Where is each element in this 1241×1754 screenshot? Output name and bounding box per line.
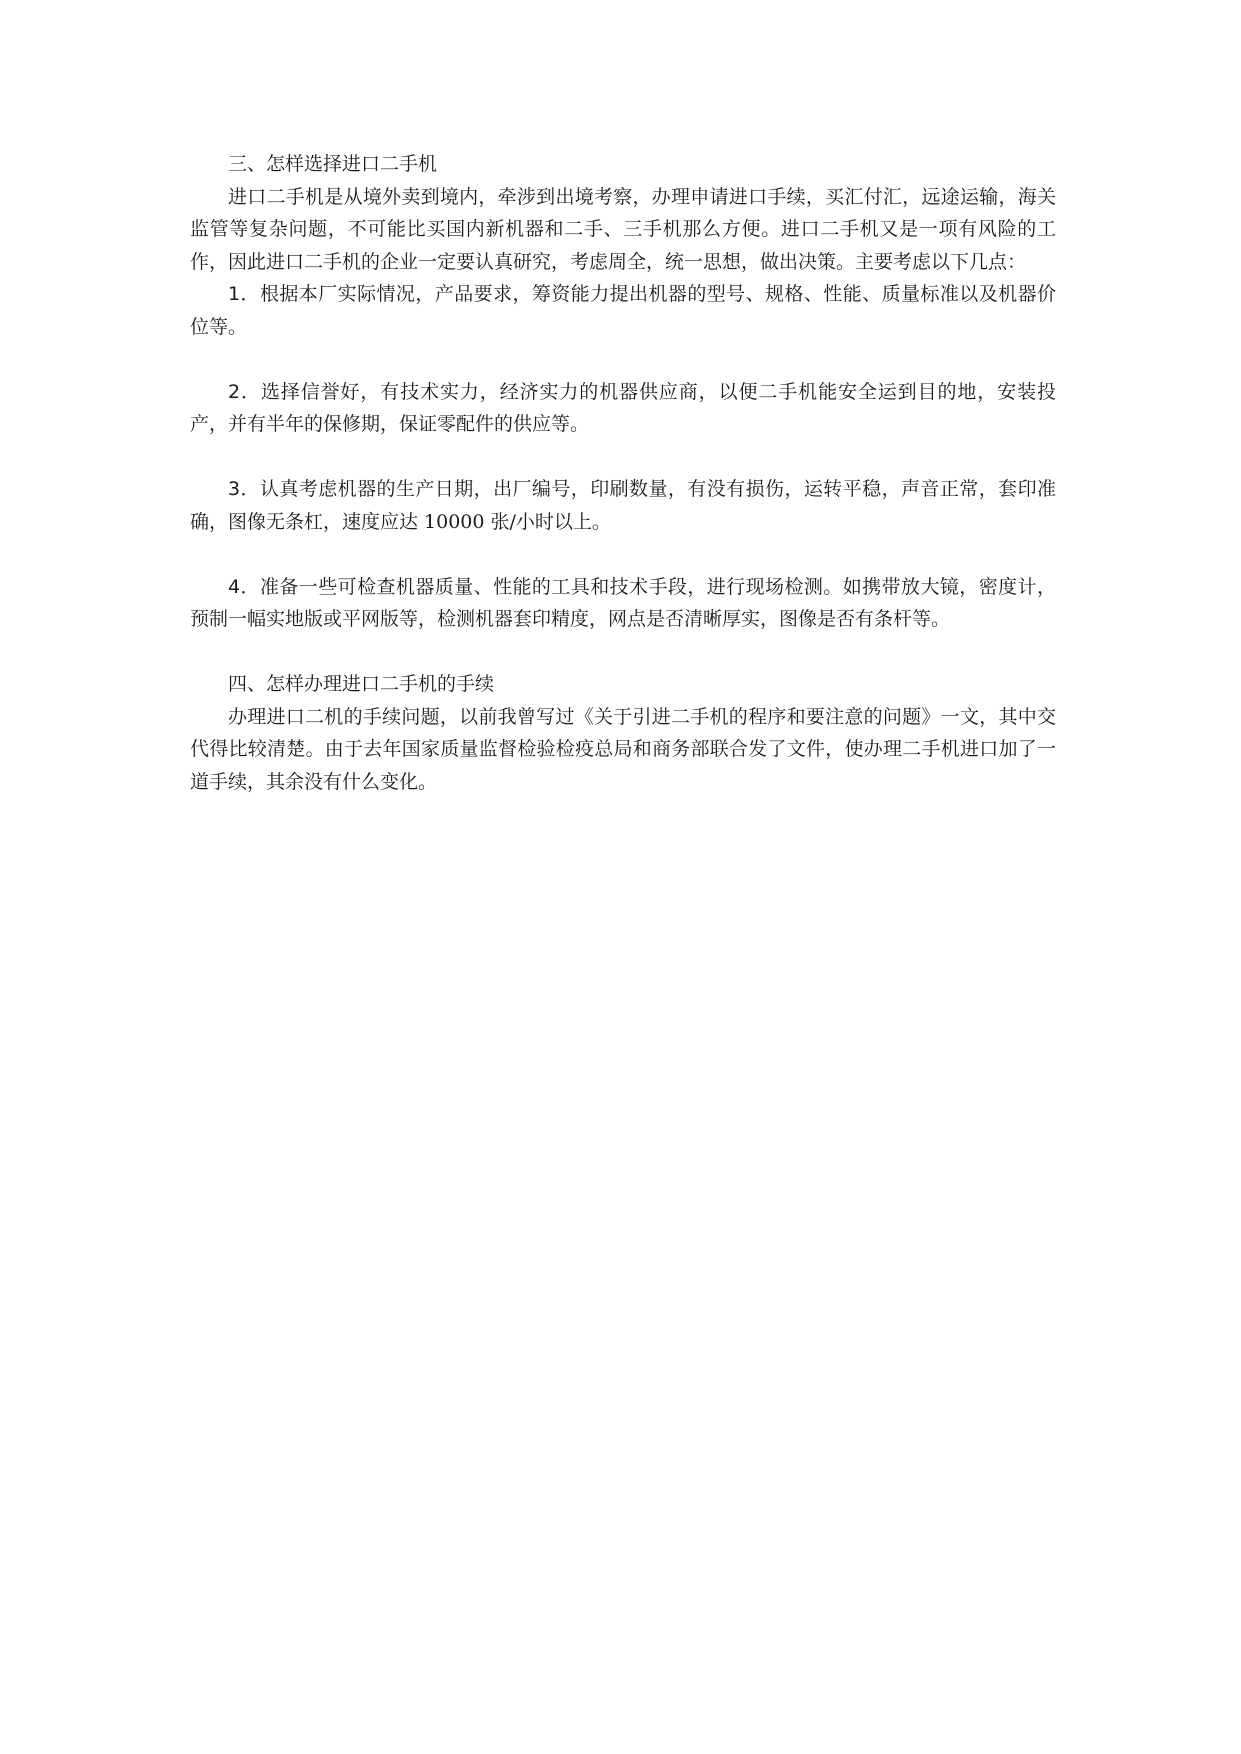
item-number: 2． [228,380,261,403]
item-text: 选择信誉好，有技术实力，经济实力的机器供应商，以便二手机能安全运到目的地，安装投产，并有半年的保修期，保证零配件的供应等。 [190,380,1056,435]
section-4-body: 办理进口二机的手续问题，以前我曾写过《关于引进二手机的程序和要注意的问题》一文，其中交代得比较清楚。由于去年国家质量监督检验检疫总局和商务部联合发了文件，使办理二手机进口加了一道手续，其余没有什么变化。 [190,705,1056,793]
item-text: 根据本厂实际情况，产品要求，筹资能力提出机器的型号、规格、性能、质量标准以及机器价位等。 [190,283,1056,338]
list-item [190,376,1056,441]
section-3-intro: 进口二手机是从境外卖到境内，牵涉到出境考察，办理申请进口手续，买汇付汇，远途运输，海关监管等复杂问题，不可能比买国内新机器和二手、三手机那么方便。进口二手机又是一项有风险的工作，因此进口二手机的企业一定要认真研究，考虑周全，统一思想，做出决策。主要考虑以下几点： [190,185,1056,273]
item-text: 认真考虑机器的生产日期，出厂编号，印刷数量，有没有损伤，运转平稳，声音正常，套印准确，图像无条杠，速度应达 10000 张/小时以上。 [190,478,1056,533]
document-page [190,148,1056,798]
item-text: 准备一些可检查机器质量、性能的工具和技术手段，进行现场检测。如携带放大镜，密度计，预制一幅实地版或平网版等，检测机器套印精度，网点是否清晰厚实，图像是否有条杆等。 [190,575,1056,630]
list-item [190,278,1056,343]
section-4-heading: 四、怎样办理进口二手机的手续 [228,673,495,695]
list-item [190,473,1056,538]
item-number: 3． [228,478,260,500]
list-item [190,571,1056,636]
section-3-heading: 三、怎样选择进口二手机 [228,153,438,175]
item-number: 4． [228,575,260,598]
item-number: 1． [228,283,260,305]
